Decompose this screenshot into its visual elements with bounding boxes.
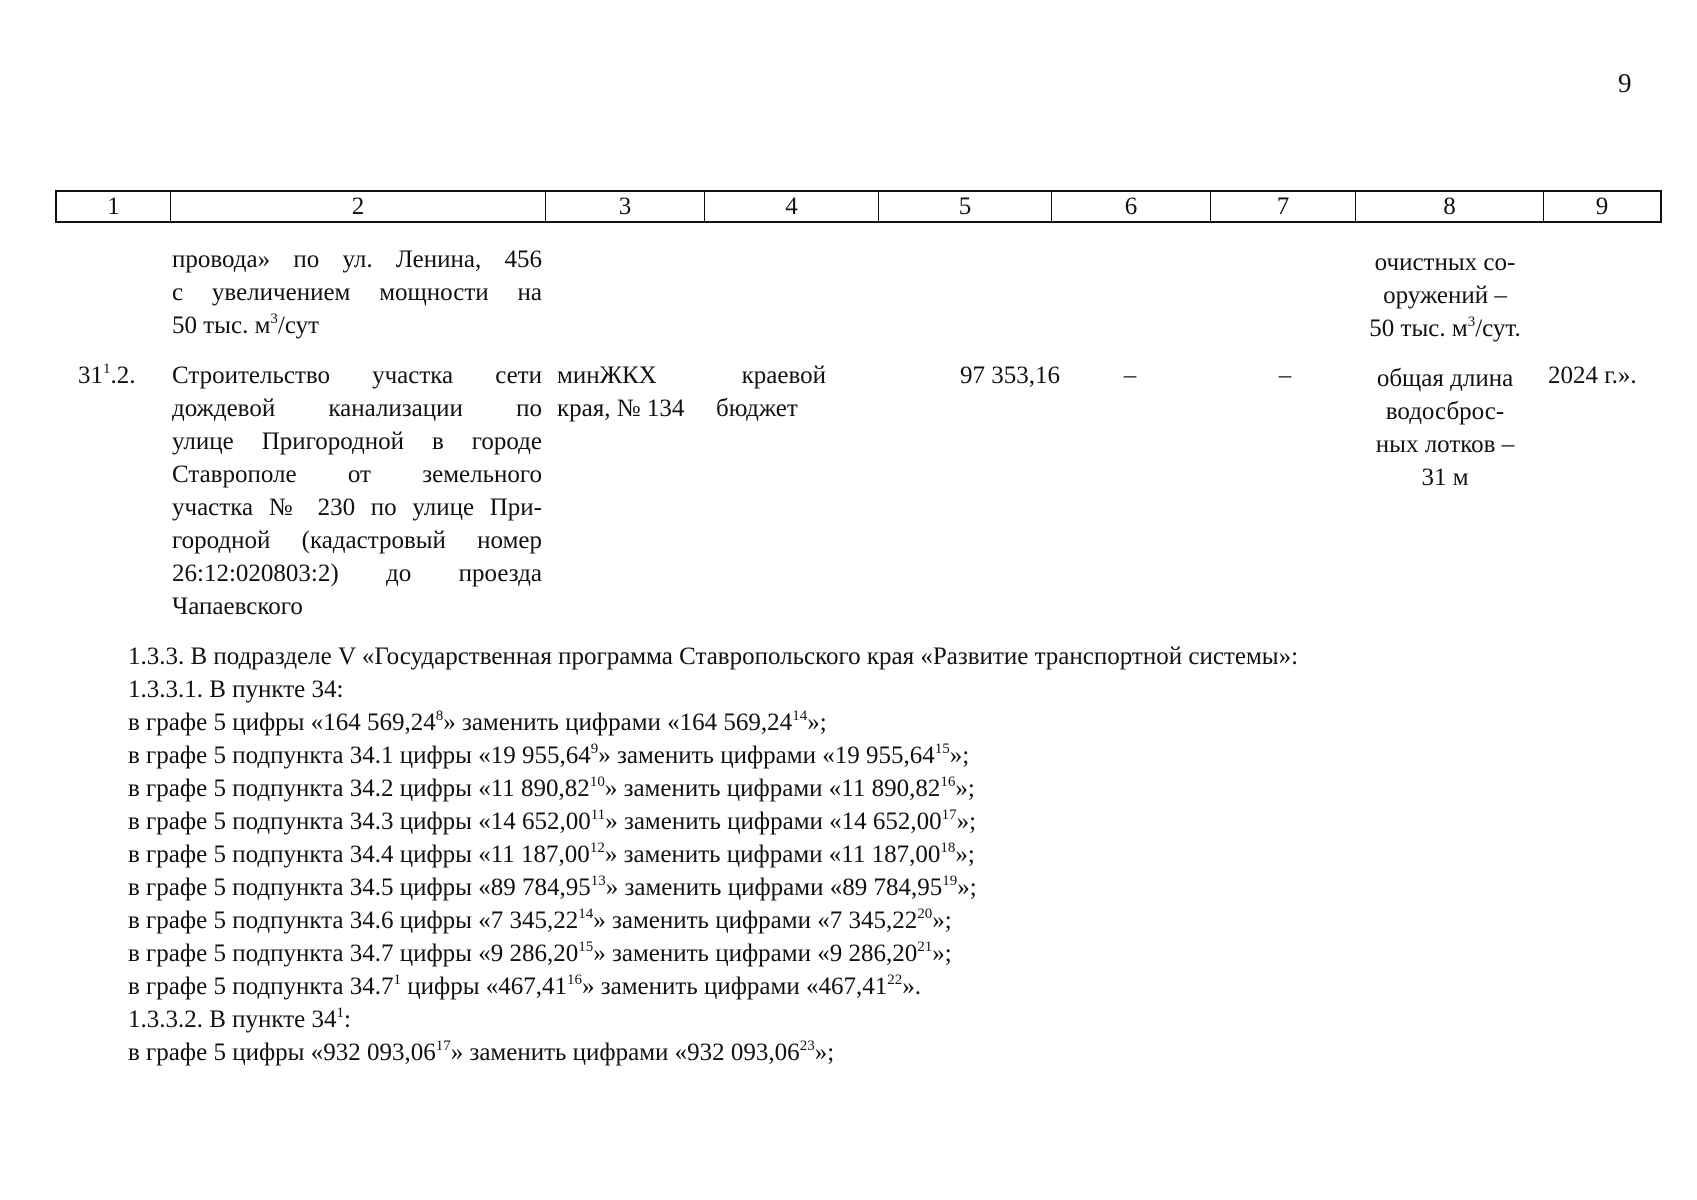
text-line — [128, 1003, 1298, 1036]
footnote-ref: 11 — [590, 806, 606, 823]
row-col2-line: Ставрополе от земельного — [172, 461, 542, 488]
row-col2-line: городной (кадастровый номер — [172, 527, 542, 554]
text-span: в графе 5 подпункта 34.6 цифры «7 345,22 — [128, 907, 579, 934]
row-col6-value: – — [1123, 362, 1137, 389]
header-col-1: 1 — [57, 192, 171, 221]
text-line — [128, 1036, 1298, 1069]
text-span: 1.3.3.1. В пункте 34: — [128, 676, 344, 703]
footnote-ref: 17 — [941, 806, 957, 823]
amendment-text — [128, 640, 1298, 1069]
footnote-ref: 8 — [435, 707, 444, 724]
row-col2-line: дождевой канализации по — [172, 395, 542, 422]
header-col-3: 3 — [546, 192, 705, 221]
row-col2-line: участка № 230 по улице При- — [172, 494, 542, 521]
text-line — [128, 838, 1298, 871]
footnote-ref: 13 — [590, 872, 606, 889]
text-span: » заменить цифрами «164 569,24 — [443, 709, 793, 736]
footnote-ref: 23 — [799, 1037, 815, 1054]
header-col-5: 5 — [879, 192, 1052, 221]
text-span: »; — [932, 907, 952, 934]
footnote-ref: 20 — [917, 905, 933, 922]
footnote-ref: 15 — [934, 740, 950, 757]
text-span: » заменить цифрами «932 093,06 — [450, 1039, 800, 1066]
text-span: цифры «467,41 — [400, 973, 567, 1000]
text-span: » заменить цифрами «467,41 — [582, 973, 888, 1000]
text-span: в графе 5 подпункта 34.1 цифры «19 955,64 — [128, 742, 591, 769]
text-span: » заменить цифрами «7 345,22 — [593, 907, 918, 934]
cont-col8-line: оружений – — [1383, 282, 1507, 309]
cont-col2-line: 50 тыс. $м^3$/сут — [172, 310, 320, 339]
row-col3-cell — [557, 359, 707, 425]
row-col8-line: водосброс- — [1385, 398, 1505, 425]
text-span: в графе 5 цифры «932 093,06 — [128, 1039, 436, 1066]
header-col-7: 7 — [1211, 192, 1356, 221]
footnote-ref: 15 — [578, 938, 594, 955]
row-col2-line: Чапаевского — [172, 593, 303, 620]
text-span: » заменить цифрами «11 187,00 — [604, 841, 941, 868]
cont-col8-line: очистных со- — [1374, 249, 1516, 276]
text-span: : — [344, 1006, 351, 1033]
footnote-ref: 18 — [940, 839, 956, 856]
text-span: »; — [807, 709, 827, 736]
header-col-9: 9 — [1595, 193, 1609, 220]
footnote-ref: 1 — [393, 971, 401, 988]
text-span: »; — [956, 808, 977, 835]
row-col7-value: – — [1278, 362, 1292, 389]
text-span: в графе 5 подпункта 34.7 цифры «9 286,20 — [128, 940, 579, 967]
footnote-ref: 14 — [792, 707, 808, 724]
row-col3-line: края, № 134 — [557, 395, 685, 422]
row-col8-line: ных лотков – — [1375, 431, 1515, 458]
cont-col8-line: 50 тыс. $м^3$/сут. — [1369, 313, 1521, 342]
footnote-ref: 16 — [567, 971, 582, 988]
text-span: 1.3.3.2. В пункте 34 — [128, 1006, 337, 1033]
text-span: в графе 5 подпункта 34.5 цифры «89 784,95 — [128, 874, 591, 901]
row-col4-line: бюджет — [716, 395, 798, 422]
row-col8-cell — [1350, 362, 1540, 494]
row-col2-line: 26:12:020803:2) до проезда — [172, 560, 542, 587]
text-span: » заменить цифрами «11 890,82 — [604, 775, 941, 802]
text-line — [128, 772, 1298, 805]
text-line — [128, 640, 1298, 673]
row-col2-cell — [172, 359, 542, 623]
text-line — [128, 673, 1298, 706]
text-line — [128, 871, 1298, 904]
text-span: »; — [814, 1039, 835, 1066]
header-col-2: 2 — [171, 192, 546, 221]
text-span: »; — [955, 841, 975, 868]
header-col-6: 6 — [1052, 192, 1211, 221]
text-line — [128, 970, 1298, 1003]
footnote-ref: 22 — [887, 971, 903, 988]
text-span: » заменить цифрами «9 286,20 — [593, 940, 918, 967]
footnote-ref: 21 — [917, 938, 933, 955]
text-span: »; — [957, 874, 977, 901]
text-span: 1.3.3. В подразделе V «Государственная программа Ставропольского края «Развитие транспортной системы»: — [128, 643, 1299, 670]
footnote-ref: 1 — [336, 1004, 345, 1021]
header-col-8: 8 — [1356, 192, 1544, 221]
cont-col2-cell — [172, 243, 542, 342]
header-col-4: 4 — [705, 192, 879, 221]
text-span: в графе 5 цифры «164 569,24 — [128, 709, 436, 736]
footnote-ref: 14 — [578, 905, 594, 922]
text-span: » заменить цифрами «19 955,64 — [598, 742, 935, 769]
text-span: в графе 5 подпункта 34.7 — [128, 973, 394, 1000]
text-span: » заменить цифрами «14 652,00 — [605, 808, 942, 835]
footnote-ref: 10 — [589, 773, 605, 790]
text-span: ». — [902, 973, 921, 1000]
page-number: 9 — [1618, 68, 1632, 98]
footnote-ref: 12 — [589, 839, 605, 856]
text-span: в графе 5 подпункта 34.4 цифры «11 187,00 — [128, 841, 590, 868]
text-span: » заменить цифрами «89 784,95 — [605, 874, 943, 901]
text-span: »; — [955, 775, 975, 802]
row-number: $31^1.2$. — [78, 360, 136, 389]
text-line — [128, 706, 1298, 739]
row-col3-line: минЖКХ — [557, 362, 657, 389]
cont-col2-line: с увеличением мощности на — [172, 279, 542, 306]
row-col4-line: краевой — [741, 362, 826, 389]
row-col2-line: улице Пригородной в городе — [172, 428, 542, 455]
row-col2-line: Строительство участка сети — [172, 362, 542, 389]
row-col9-value: 2024 г.». — [1548, 362, 1637, 389]
text-line — [128, 937, 1298, 970]
row-col8-line: 31 м — [1421, 464, 1469, 491]
row-col4-cell — [716, 359, 826, 425]
text-span: в графе 5 подпункта 34.3 цифры «14 652,00 — [128, 808, 591, 835]
cont-col8-cell — [1350, 246, 1540, 345]
footnote-ref: 17 — [435, 1037, 451, 1054]
text-line — [128, 904, 1298, 937]
table-header-row — [55, 190, 1662, 223]
text-line — [128, 805, 1298, 838]
text-span: »; — [932, 940, 952, 967]
cont-col2-line: провода» по ул. Ленина, 456 — [172, 246, 542, 273]
footnote-ref: 16 — [940, 773, 956, 790]
text-span: в графе 5 подпункта 34.2 цифры «11 890,82 — [128, 775, 590, 802]
row-col8-line: общая длина — [1376, 365, 1514, 392]
text-span: »; — [949, 742, 970, 769]
text-line — [128, 739, 1298, 772]
footnote-ref: 9 — [590, 740, 599, 757]
row-col5-value: 97 353,16 — [960, 362, 1060, 389]
footnote-ref: 19 — [942, 872, 958, 889]
